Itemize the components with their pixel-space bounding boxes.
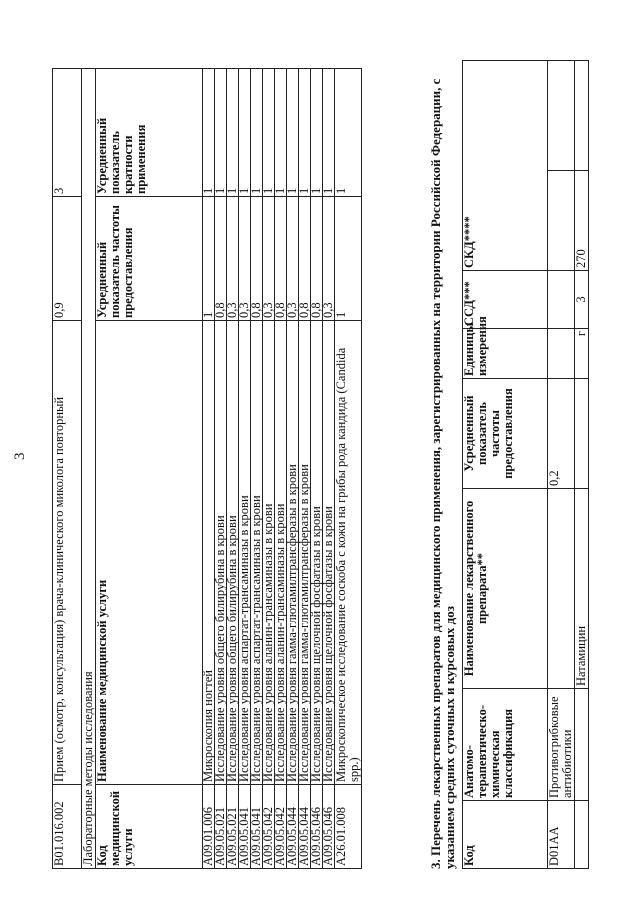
service-code: A09.05.041	[251, 785, 263, 869]
table-header	[96, 69, 203, 869]
frequency: 0,3	[287, 197, 299, 321]
frequency: 0,3	[239, 197, 251, 321]
skd: 270	[575, 171, 589, 271]
header-frequency: Усредненный показатель частоты предоставления	[463, 379, 548, 489]
service-code: A09.05.044	[287, 785, 299, 869]
service-name: Исследование уровня гамма-глютамилтрансферазы в крови	[299, 321, 311, 785]
header-multiplicity: Усредненный показатель кратности применения	[96, 69, 203, 197]
table-row	[548, 60, 575, 868]
header-atc: Анатомо-терапевтическо-химическая классификация	[463, 689, 548, 801]
service-code: A09.05.021	[227, 785, 239, 869]
multiplicity: 1	[263, 69, 275, 197]
table-row	[53, 69, 82, 869]
header-name: Наименование медицинской услуги	[96, 321, 203, 785]
service-name: Микроскопия ногтей	[203, 321, 215, 785]
frequency: 0,9	[53, 197, 82, 321]
service-name: Прием (осмотр, консультация) врача-клинического миколога повторный	[53, 321, 82, 785]
table-row	[323, 69, 335, 869]
skd	[548, 171, 575, 271]
atc-group: Противогрибковые антибиотики	[548, 689, 575, 801]
service-name: Микроскопическое исследование соскоба с кожи на грибы рода кандида (Candida spp.)	[335, 321, 362, 785]
service-code: B01.016.002	[53, 785, 82, 869]
multiplicity: 1	[239, 69, 251, 197]
section-row	[82, 69, 96, 869]
table-row	[335, 69, 362, 869]
frequency: 1	[335, 197, 362, 321]
header-ssd: ССД***	[463, 271, 548, 329]
multiplicity: 1	[227, 69, 239, 197]
drug-code: D01AA	[548, 801, 575, 869]
service-name: Исследование уровня аспартат-трансаминазы в крови	[251, 321, 263, 785]
service-name: Исследование уровня щелочной фосфатазы в крови	[323, 321, 335, 785]
multiplicity: 1	[335, 69, 362, 197]
service-code: A09.05.044	[299, 785, 311, 869]
service-code: A09.05.046	[311, 785, 323, 869]
unit	[548, 329, 575, 379]
multiplicity: 1	[251, 69, 263, 197]
service-code: A09.05.042	[263, 785, 275, 869]
medical-services-table	[52, 68, 362, 869]
multiplicity: 3	[53, 69, 82, 197]
service-name: Исследование уровня аланин-трансаминазы в крови	[263, 321, 275, 785]
frequency: 0,8	[275, 197, 287, 321]
header-skd: СКД****	[463, 60, 548, 270]
service-name: Исследование уровня аспартат-трансаминазы в крови	[239, 321, 251, 785]
frequency: 0,8	[251, 197, 263, 321]
page-number: 3	[12, 452, 28, 460]
header-code: Код	[463, 801, 548, 869]
frequency: 0,3	[263, 197, 275, 321]
ssd	[548, 271, 575, 329]
service-name: Исследование уровня гамма-глютамилтрансферазы в крови	[287, 321, 299, 785]
service-code: A09.05.041	[239, 785, 251, 869]
multiplicity: 1	[311, 69, 323, 197]
unit: г	[575, 329, 589, 379]
drugs-table	[462, 60, 589, 869]
header-code: Код медицинской услуги	[96, 785, 203, 869]
atc-group	[575, 689, 589, 801]
drug-name: Натамицин	[575, 489, 589, 689]
frequency: 0,3	[227, 197, 239, 321]
service-code: A09.05.021	[215, 785, 227, 869]
header-unit: Единицы измерения	[463, 329, 548, 379]
multiplicity: 1	[299, 69, 311, 197]
header-frequency: Усредненный показатель частоты предоставления	[96, 197, 203, 321]
header-drug: Наименование лекарственного препарата**	[463, 489, 548, 689]
service-code: A09.01.006	[203, 785, 215, 869]
service-name: Исследование уровня щелочной фосфатазы в крови	[311, 321, 323, 785]
frequency: 0,8	[311, 197, 323, 321]
drug-name	[548, 489, 575, 689]
frequency: 0,8	[299, 197, 311, 321]
service-code: A09.05.042	[275, 785, 287, 869]
section-title: Лабораторные методы исследования	[82, 69, 96, 869]
multiplicity: 1	[323, 69, 335, 197]
frequency: 0,3	[323, 197, 335, 321]
service-name: Исследование уровня общего билирубина в крови	[227, 321, 239, 785]
table-row	[575, 60, 589, 868]
multiplicity: 1	[203, 69, 215, 197]
drug-code	[575, 801, 589, 869]
multiplicity: 1	[215, 69, 227, 197]
service-name: Исследование уровня аланин-трансаминазы в крови	[275, 321, 287, 785]
frequency: 1	[203, 197, 215, 321]
service-name: Исследование уровня общего билирубина в крови	[215, 321, 227, 785]
empty-cell	[548, 60, 575, 170]
frequency: 0,8	[215, 197, 227, 321]
frequency: 0,2	[548, 379, 575, 489]
multiplicity: 1	[275, 69, 287, 197]
table-header	[463, 60, 548, 868]
frequency	[575, 379, 589, 489]
ssd: 3	[575, 271, 589, 329]
service-code: A09.05.046	[323, 785, 335, 869]
empty-cell	[575, 60, 589, 170]
service-code: A26.01.008	[335, 785, 362, 869]
multiplicity: 1	[287, 69, 299, 197]
section-3-title: 3. Перечень лекарственных препаратов для медицинского применения, зарегистрированных на территории Российской Федерации, с указанием средних суточных и курсовых доз	[428, 78, 457, 869]
